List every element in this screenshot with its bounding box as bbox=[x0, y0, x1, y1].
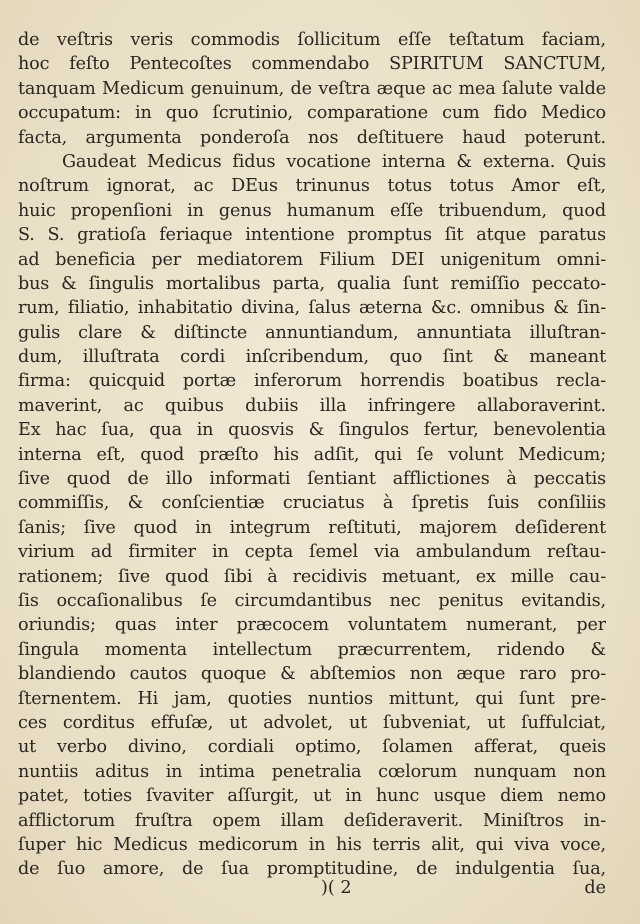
text-line-1: de veſtris veris commodis ſollicitum eſſe teſtatum faciam, bbox=[18, 30, 606, 50]
text-line-16: maverint, ac quibus dubiis illa infringere allaboraverint. bbox=[18, 395, 606, 416]
text-line-6: Gaudeat Medicus fidus vocatione interna & externa. Quis bbox=[62, 151, 606, 172]
signature-mark: )( 2 bbox=[321, 878, 352, 898]
text-line-31: nuntiis aditus in intima penetralia cœlorum nunquam non bbox=[18, 761, 606, 782]
text-line-2: hoc feſto Pentecoſtes commendabo SPIRITUM SANCTUM, bbox=[18, 54, 606, 75]
text-line-34: ſuper hic Medicus medicorum in his terris alit, qui viva voce, bbox=[18, 834, 606, 855]
text-line-28: ſternentem. Hi jam, quoties nuntios mittunt, qui ſunt pre- bbox=[18, 688, 606, 709]
text-line-24: ſis occaſionalibus ſe circumdantibus nec penitus evitandis, bbox=[18, 590, 606, 611]
text-line-5: facta, argumenta ponderoſa nos deſtituere haud poterunt. bbox=[18, 127, 606, 148]
text-line-32: patet, toties ſvaviter aſſurgit, ut in hunc usque diem nemo bbox=[18, 786, 606, 807]
text-line-17: Ex hac ſua, qua in quosvis & ſingulos fertur, benevolentia bbox=[18, 420, 606, 441]
text-line-23: rationem; ſive quod ſibi à recidivis metuant, ex mille cau- bbox=[18, 566, 606, 587]
text-line-7: noſtrum ignorat, ac DEus trinunus totus totus Amor eſt, bbox=[18, 176, 606, 197]
catchword: de bbox=[584, 878, 606, 898]
text-line-21: ſanis; ſive quod in integrum reſtituti, majorem deſiderent bbox=[18, 517, 606, 538]
text-line-9: S. S. gratioſa feriaque intentione promptus ſit atque paratus bbox=[18, 225, 606, 246]
text-line-14: dum, illuſtrata cordi inſcribendum, quo ſint & maneant bbox=[18, 347, 606, 368]
text-line-33: afflictorum fruſtra opem illam deſideraverit. Miniſtros in- bbox=[18, 810, 606, 831]
text-line-29: ces corditus effuſæ, ut advolet, ut ſubveniat, ut ſuffulciat, bbox=[18, 712, 606, 733]
text-line-22: virium ad firmiter in cepta ſemel via ambulandum reſtau- bbox=[18, 542, 606, 563]
text-line-27: blandiendo cautos quoque & abſtemios non æque raro pro- bbox=[18, 664, 606, 685]
body-text bbox=[18, 28, 606, 882]
text-line-19: ſive quod de illo informati ſentiant afflictiones à peccatis bbox=[18, 469, 606, 490]
text-line-11: bus & ſingulis mortalibus parta, qualia ſunt remiſſio peccato- bbox=[18, 273, 606, 294]
text-line-25: oriundis; quas inter præcocem voluntatem numerant, per bbox=[18, 615, 606, 636]
text-line-26: ſingula momenta intellectum præcurrentem, ridendo & bbox=[18, 639, 606, 660]
text-line-13: gulis clare & diſtincte annuntiandum, annuntiata illuſtran- bbox=[18, 322, 606, 343]
page-footer bbox=[18, 878, 606, 904]
text-line-35: de ſuo amore, de ſua promptitudine, de indulgentia ſua, bbox=[18, 859, 606, 880]
text-line-20: commiſſis, & conſcientiæ cruciatus à ſpretis ſuis conſiliis bbox=[18, 493, 606, 514]
text-line-10: ad beneficia per mediatorem Filium DEI unigenitum omni- bbox=[18, 249, 606, 270]
text-line-30: ut verbo divino, cordiali optimo, ſolamen afferat, queis bbox=[18, 737, 606, 758]
text-line-15: firma: quicquid portæ inferorum horrendis boatibus recla- bbox=[18, 371, 606, 392]
text-line-4: occupatum: in quo ſcrutinio, comparatione cum fido Medico bbox=[18, 103, 606, 124]
text-line-12: rum, filiatio, inhabitatio divina, ſalus æterna &c. omnibus & ſin- bbox=[18, 298, 606, 319]
text-line-18: interna eſt, quod præſto his adſit, qui ſe volunt Medicum; bbox=[18, 444, 606, 465]
text-line-3: tanquam Medicum genuinum, de veſtra æque ac mea ſalute valde bbox=[18, 78, 606, 99]
text-line-8: huic propenſioni in genus humanum eſſe tribuendum, quod bbox=[18, 200, 606, 221]
